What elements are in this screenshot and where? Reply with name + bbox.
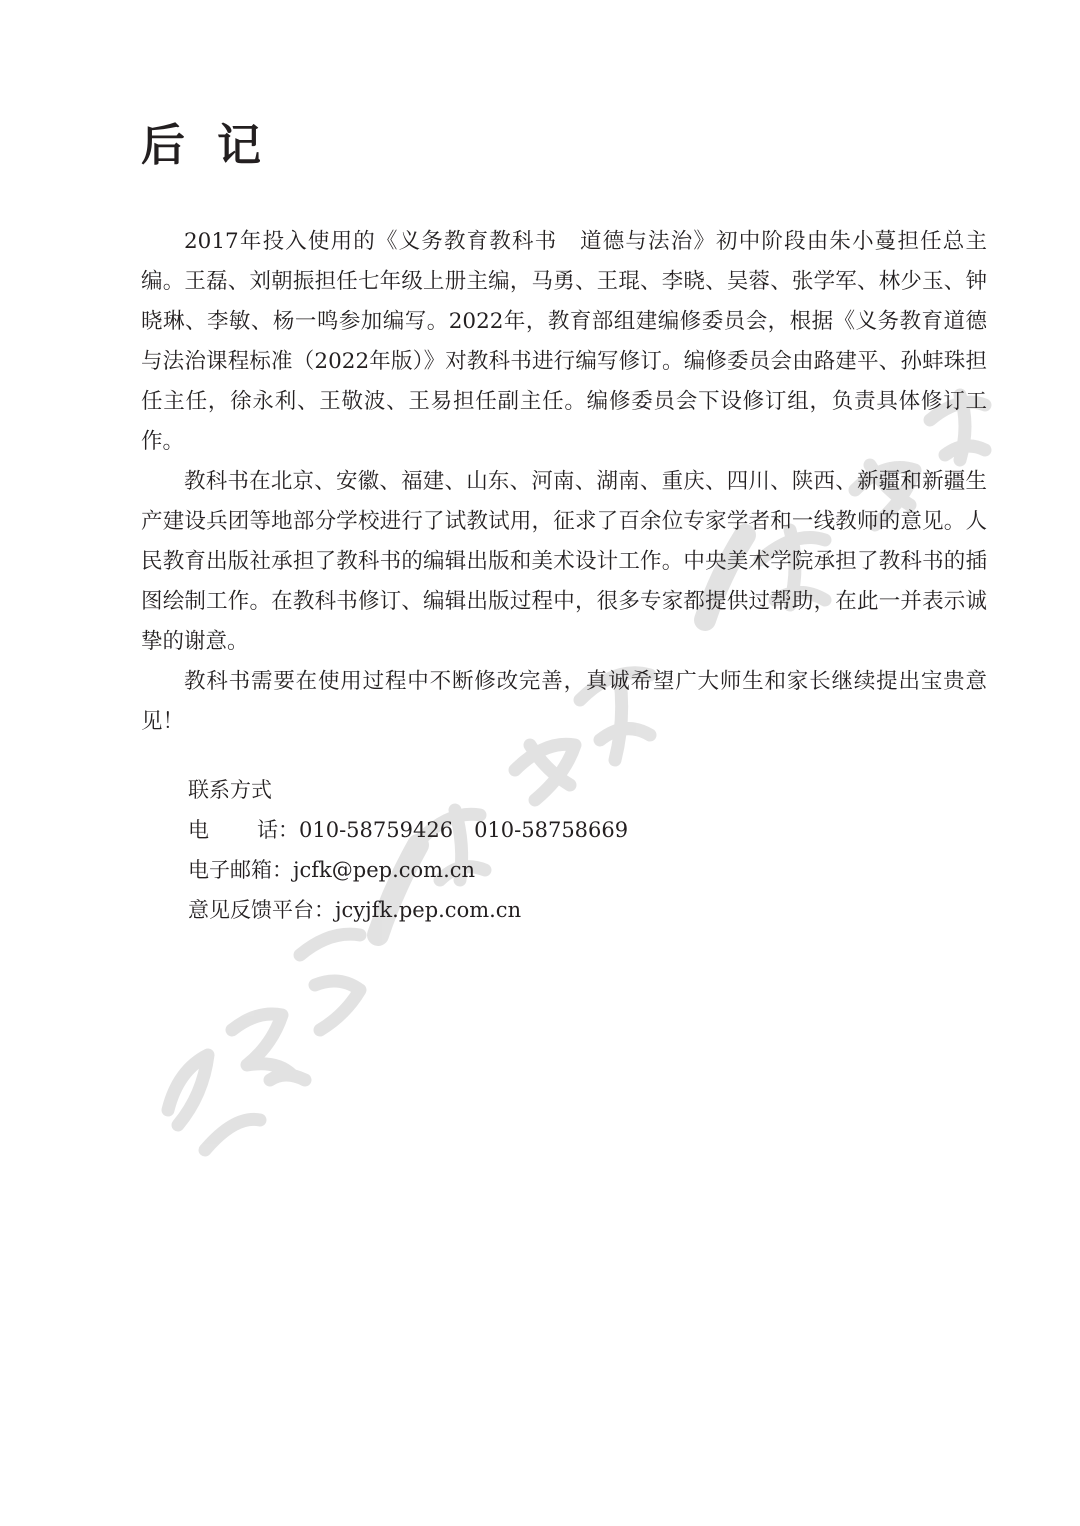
watermark-stroke [300,934,360,1030]
contact-feedback-line [188,890,628,930]
title-char-2: 记 [217,120,263,171]
watermark-stroke [232,1014,292,1075]
afterword-body [141,222,987,742]
phone-label-1: 电 [188,818,209,842]
email-label: 电子邮箱： [188,858,293,882]
feedback-label: 意见反馈平台： [188,898,335,922]
contact-section [188,770,628,930]
contact-email-line [188,850,628,890]
phone-value: 010-58759426 010-58758669 [299,818,629,842]
paragraph-2: 教科书在北京、安徽、福建、山东、河南、湖南、重庆、四川、陕西、新疆和新疆生产建设兵团等地部分学校进行了试教试用，征求了百余位专家学者和一线教师的意见。人民教育出版社承担了教科书的编辑出版和美术设计工作。中央美术学院承担了教科书的插图绘制工作。在教科书修订、编辑出版过程中，很多专家都提供过帮助，在此一并表示诚挚的谢意。 [141,469,987,654]
title-char-1: 后 [141,120,187,171]
page-title [141,118,263,174]
watermark-stroke [270,1075,305,1080]
watermark-stroke [205,1119,260,1150]
contact-phone-line [188,810,628,850]
paragraph-3: 教科书需要在使用过程中不断修改完善，真诚希望广大师生和家长继续提出宝贵意见！ [141,669,987,734]
contact-heading: 联系方式 [188,778,272,802]
paragraph-1: 2017年投入使用的《义务教育教科书 道德与法治》初中阶段由朱小蔓担任总主编。王磊、刘朝振担任七年级上册主编，马勇、王琨、李晓、吴蓉、张学军、林少玉、钟晓琳、李敏、杨一鸣参加编写。2022年，教育部组建编修委员会，根据《义务教育道德与法治课程标准（2022年版）》对教科书进行编写修订。编修委员会由路建平、孙蚌珠担任主任，徐永利、王敬波、王易担任副主任。编修委员会下设修订组，负责具体修订工作。 [141,229,987,454]
email-value: jcfk@pep.com.cn [293,858,476,882]
watermark-stroke [168,1055,208,1125]
phone-label-2: 话： [257,818,299,842]
feedback-value: jcyjfk.pep.com.cn [335,898,522,922]
